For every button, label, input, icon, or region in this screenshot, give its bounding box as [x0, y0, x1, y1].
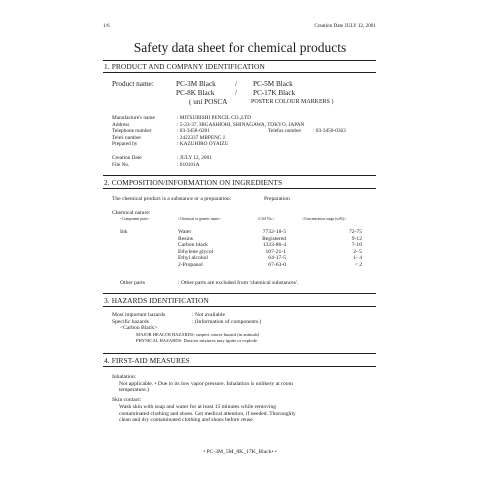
specific-hazards-label: Specific hazards	[112, 318, 149, 325]
concentration: 1- 4	[353, 255, 362, 261]
skin-contact-text: clean and dry contaminated clothing and shoes before reuse.	[119, 417, 254, 423]
page-number: 1/6	[103, 23, 110, 29]
product-name: PC-5M Black	[253, 80, 293, 88]
creation-date-value: : JULY 12, 2001	[177, 155, 212, 161]
ingredient-name: Ethylene glycol	[178, 248, 214, 255]
cas-number: 7732-18-5	[262, 229, 286, 235]
inhalation-text: temperature.)	[119, 387, 149, 393]
info-label: Prepared by	[112, 141, 138, 147]
component-part: Ink	[120, 229, 128, 235]
column-header: <CAS No.>	[257, 217, 275, 221]
brand-suffix: POSTER COLOUR MARKERS )	[251, 99, 334, 105]
section-divider	[103, 72, 376, 73]
cas-number: 67-63-0	[268, 261, 286, 268]
skin-contact-text: Wash skin with soap and water for at least 15 minutes while removing	[119, 404, 277, 410]
preparation-answer: Preparation	[264, 196, 290, 202]
product-name: PC-3M Black	[176, 80, 216, 88]
column-header: <Component parts>	[120, 217, 150, 221]
section-2-heading: 2. COMPOSITION/INFORMATION ON INGREDIENTS	[104, 178, 283, 187]
specific-hazards-value: : (Information of components.)	[192, 318, 262, 325]
concentration: 9-12	[351, 235, 362, 242]
brand-name: ( uni POSCA	[189, 98, 228, 106]
major-health-hazards: MAJOR HEALTH HAZARDS: suspect cancer hazard (in animals)	[136, 332, 260, 337]
section-divider	[103, 306, 376, 307]
column-header: <Chemical or generic name>	[178, 217, 221, 221]
cas-number: 1333-86-4	[262, 242, 286, 248]
preparation-question: The chemical product is a substance or a preparation:	[112, 196, 232, 202]
skin-contact-text: contaminated clothing and shoes. Get medical attention, if needed. Thoroughly	[119, 410, 296, 417]
section-4-heading: 4. FIRST-AID MEASURES	[104, 356, 190, 365]
cas-number: 64-17-5	[268, 255, 286, 261]
section-1-heading: 1. PRODUCT AND COMPANY IDENTIFICATION	[104, 62, 265, 71]
ingredient-name: Water	[178, 229, 192, 235]
product-name: PC-17K Black	[253, 89, 296, 97]
section-divider	[103, 293, 376, 294]
info-label: Address	[112, 121, 130, 128]
file-no-value: : 010101A	[177, 161, 200, 168]
carbon-black-heading: <Carbon Black>	[120, 325, 158, 331]
column-header: <Concentration range (wt%)>	[302, 217, 347, 221]
ingredient-name: 2-Propanol	[178, 261, 203, 268]
ingredient-name: Resins	[178, 235, 193, 242]
important-hazards-value: : Not available	[192, 312, 225, 318]
product-separator: /	[235, 80, 237, 88]
concentration: 2- 5	[353, 248, 362, 255]
important-hazards-label: Most important hazards	[112, 312, 166, 318]
info-value: : KAZUHIRO OYAIZU	[177, 141, 229, 147]
creation-date-label: Creation Date	[112, 155, 142, 161]
ingredient-name: Ethyl alcohol	[178, 255, 208, 261]
section-divider	[103, 353, 376, 354]
cas-number: Registered	[262, 235, 286, 242]
info-value: : 2422337 MBPENC J.	[177, 134, 227, 141]
concentration: < 2	[354, 261, 362, 268]
section-divider	[103, 188, 376, 189]
info-value: : 5-23-37, HIGASHIOHI, SHINAGAWA, TOKYO, JAPAN	[177, 121, 305, 128]
section-divider	[103, 175, 376, 176]
info-label: Telex number	[112, 134, 142, 141]
product-separator: /	[235, 89, 237, 97]
physical-hazards: PHYSICAL HAZARDS: Dust/air mixtures may ignite or explode.	[136, 338, 259, 343]
info-value: : MITSUBISHI PENCIL CO.,LTD	[177, 115, 251, 121]
section-divider	[103, 366, 376, 367]
telefax-label: Telefax number	[268, 128, 302, 134]
section-divider	[103, 60, 376, 61]
page-footer: • PC-3M_5M_8K_17K_Black• •	[203, 449, 277, 455]
file-no-label: File No.	[112, 161, 130, 168]
cas-number: 107-21-1	[265, 248, 286, 255]
info-label: Telephone number	[112, 128, 152, 134]
telefax-value: : 03-3450-0363	[313, 128, 346, 134]
inhalation-label: Inhalation:	[112, 374, 137, 380]
skin-contact-label: Skin contact:	[112, 397, 142, 403]
info-value: : 03-3458-6281	[177, 128, 210, 134]
chemical-nature-label: Chemical nature:	[112, 210, 151, 216]
inhalation-text: Not applicable. • Due to its low vapor pressure. Inhalation is unlikery at room	[119, 380, 293, 387]
ingredient-name: Carbon black	[178, 242, 208, 248]
other-parts-value: : Other parts are excluded from 'chemical substances'.	[178, 280, 299, 286]
header-creation-date: Creation Date JULY 12, 2001	[314, 23, 376, 29]
product-name: PC-8K Black	[176, 89, 215, 97]
concentration: 72-75	[348, 229, 362, 235]
document-title: Safety data sheet for chemical products	[133, 40, 347, 55]
product-name-label: Product name:	[112, 80, 154, 88]
other-parts-label: Other parts	[120, 280, 146, 286]
concentration: 7-10	[351, 242, 362, 248]
section-3-heading: 3. HAZARDS IDENTIFICATION	[104, 296, 209, 305]
info-label: Manufacture's name	[112, 115, 155, 121]
